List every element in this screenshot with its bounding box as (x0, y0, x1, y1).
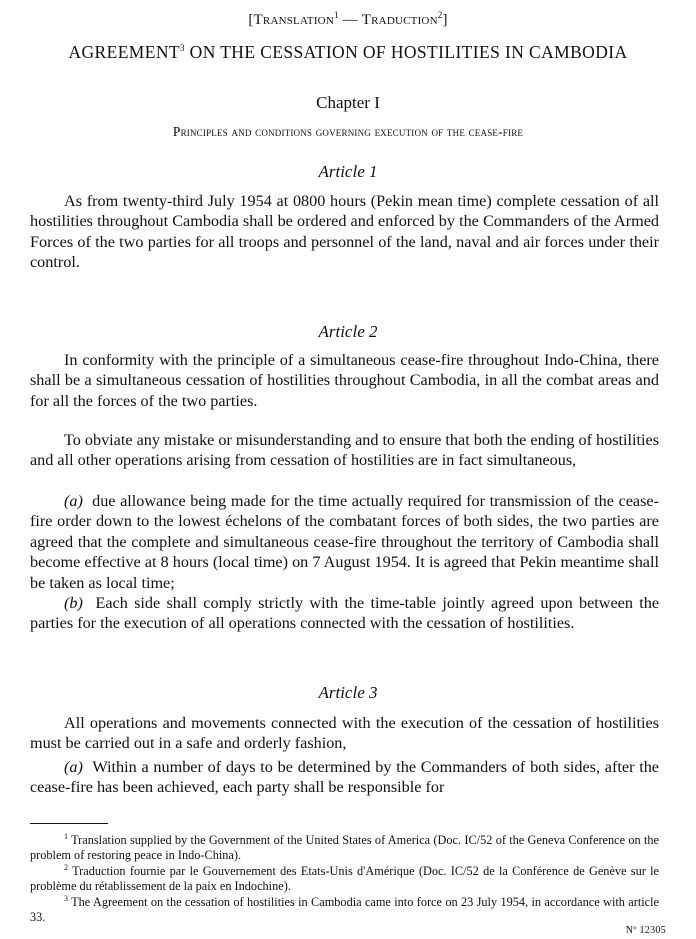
footnote-ref-2: 2 (437, 10, 443, 20)
article-2-item-b (30, 593, 659, 634)
item-b-marker: (b) (64, 594, 83, 612)
footnote-divider (30, 823, 108, 824)
article-3-item-a-text: Within a number of days to be determined by the Commanders of both sides, after the cease-fire has been achieved, each party shall be responsible for (30, 758, 659, 797)
footnote-3-number: 3 (64, 894, 68, 903)
item-b-text: Each side shall comply strictly with the time-table jointly agreed upon between the parties for the execution of all operations connected with the cessation of hostilities. (30, 594, 660, 633)
footnote-3-text: The Agreement on the cessation of hostilities in Cambodia came into force on 23 July 1954, in accordance with article 33. (30, 895, 659, 925)
chapter-title: Chapter I (316, 93, 380, 112)
article-3-item-a-marker: (a) (64, 758, 83, 776)
title-rest: ON THE CESSATION OF HOSTILITIES IN CAMBODIA (189, 42, 628, 62)
footnote-ref-3: 3 (179, 43, 185, 54)
chapter-subtitle: Principles and conditions governing execution of the cease-fire (172, 124, 524, 139)
footnote-1-text: Translation supplied by the Government of the United States of America (Doc. IC/52 of the Geneva Conference on the problem of restoring peace in Indo-China). (30, 833, 660, 863)
item-a-text: due allowance being made for the time actually required for transmission of the cease-fire order down to the lowest échelons of the combatant forces of both sides, the two parties are agreed that the complete and simultaneous cease-fire throughout the territory of Cambodia shall become effective at 8 hours (local time) on 7 August 1954. It is agreed that Pekin meantime shall be taken as local time; (30, 492, 659, 592)
article-2-paragraph-2: To obviate any mistake or misunderstanding and to ensure that both the ending of hostilities and all other operations arising from cessation of hostilities are in fact simultaneous, (30, 431, 659, 470)
item-a-marker: (a) (64, 492, 83, 510)
footnote-1 (30, 829, 659, 864)
translation-label: Translation (253, 12, 334, 28)
article-2-paragraph-1: In conformity with the principle of a simultaneous cease-fire throughout Indo-China, there shall be a simultaneous cessation of hostilities throughout Cambodia, in all the combat areas and for all the forces of the two parties. (30, 351, 659, 410)
article-2-heading: Article 2 (318, 322, 378, 341)
translation-header: [Translation$^1$ — Traduction$^2$] (248, 10, 448, 28)
article-3-heading: Article 3 (318, 683, 378, 702)
page-number: Nº 12305 (625, 925, 666, 936)
footnote-3 (30, 891, 659, 926)
footnote-1-number: 1 (64, 832, 68, 841)
document-title (0, 42, 696, 63)
traduction-label: Traduction (361, 12, 438, 28)
footnote-2 (30, 860, 659, 895)
article-2-item-a (30, 491, 659, 593)
article-1-paragraph: As from twenty-third July 1954 at 0800 hours (Pekin mean time) complete cessation of all hostilities throughout Cambodia shall be ordered and enforced by the Commanders of the Armed Forces of the two parties for all troops and personnel of the land, naval and air forces under their control. (30, 192, 659, 272)
footnote-2-number: 2 (64, 863, 68, 872)
footnote-2-text: Traduction fournie par le Gouvernement des Etats-Unis d'Amérique (Doc. IC/52 de la Conférence de Genève sur le problème du rétablissement de la paix en Indochine). (30, 864, 659, 894)
title-main: AGREEMENT (68, 42, 180, 62)
footnote-ref-1: 1 (333, 10, 339, 20)
article-3-paragraph-1: All operations and movements connected with the execution of the cessation of hostilities must be carried out in a safe and orderly fashion, (30, 714, 659, 753)
article-3-item-a (30, 757, 659, 798)
article-1-heading: Article 1 (318, 162, 378, 181)
header-separator: — (342, 12, 358, 28)
